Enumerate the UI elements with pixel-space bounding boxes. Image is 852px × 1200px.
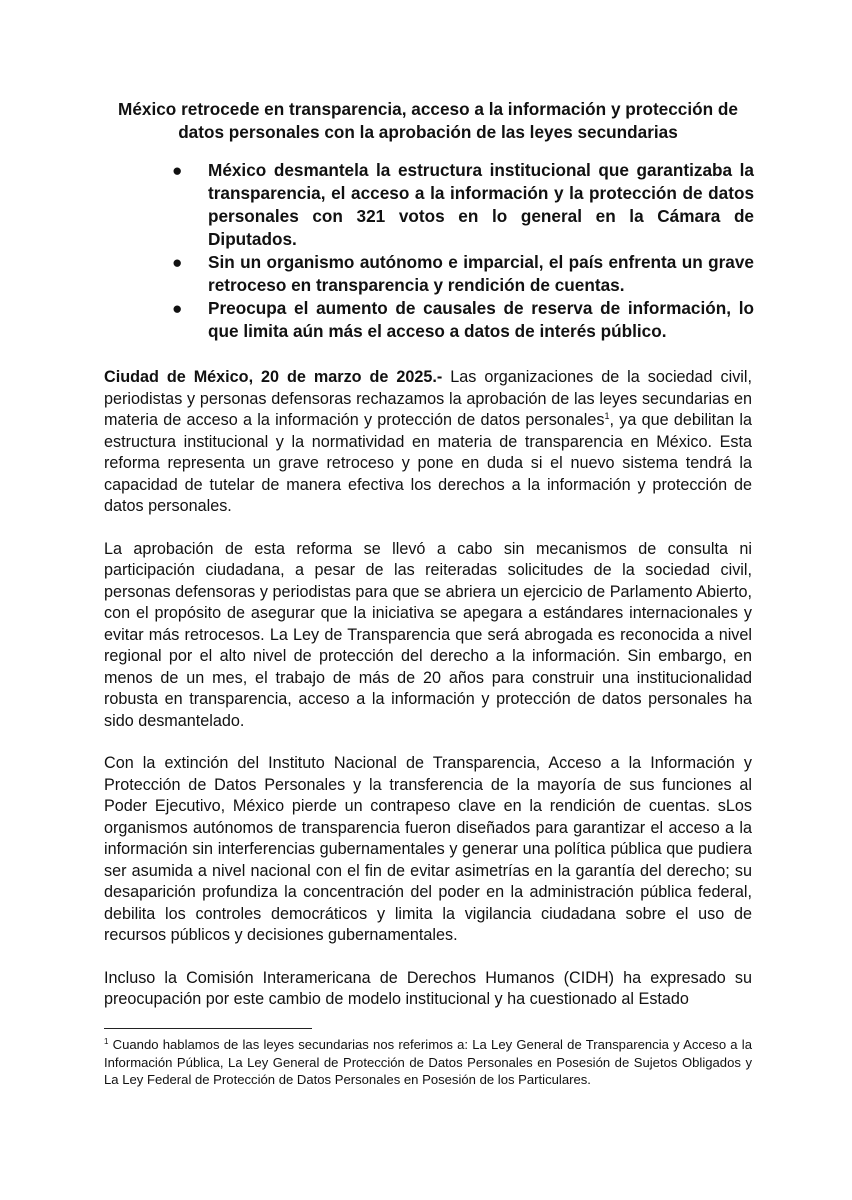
- summary-bullet-2: [172, 251, 754, 297]
- footnote: [104, 1036, 752, 1089]
- footnote-separator: [104, 1028, 312, 1029]
- summary-bullet-text: México desmantela la estructura institucional que garantizaba la transparencia, el acceso a la información y la protección de datos personales con 321 votos en lo general en la Cámara de Diputados.: [208, 160, 754, 249]
- bullet-dot-icon: ●: [172, 298, 183, 318]
- summary-bullet-list: [172, 159, 754, 343]
- bullet-dot-icon: ●: [172, 252, 183, 272]
- bullet-dot-icon: ●: [172, 160, 183, 180]
- paragraph-4: Incluso la Comisión Interamericana de Derechos Humanos (CIDH) ha expresado su preocupación por este cambio de modelo institucional y ha cuestionado al Estado: [104, 968, 752, 1008]
- summary-bullet-3: [172, 297, 754, 343]
- document-body: [104, 367, 752, 1032]
- paragraph-1: [104, 367, 752, 518]
- footnote-marker: 1: [104, 1037, 109, 1046]
- paragraph-1-text-b: , ya que debilitan la estructura institucional y la normatividad en materia de transparencia en México. Esta reforma representa un grave retroceso y pone en duda si el nuevo sistema tendrá la capacidad de tutelar de manera efectiva los derechos a la información y protección de datos personales.: [104, 411, 752, 515]
- paragraph-1-text-a: Las organizaciones de la sociedad civil, periodistas y personas defensoras rechazamos la aprobación de las leyes secundarias en materia de acceso a la información y protección de datos personales: [104, 368, 752, 429]
- paragraph-2: La aprobación de esta reforma se llevó a cabo sin mecanismos de consulta ni participación ciudadana, a pesar de las reiteradas solicitudes de la sociedad civil, personas defensoras y periodistas para que se abriera un ejercicio de Parlamento Abierto, con el propósito de asegurar que la iniciativa se apegara a estándares internacionales y evitar más retrocesos. La Ley de Transparencia que será abrogada es reconocida a nivel regional por el alto nivel de protección del derecho a la información. Sin embargo, en menos de un mes, el trabajo de más de 20 años para construir una institucionalidad robusta en transparencia, acceso a la información y protección de datos personales ha sido desmantelado.: [104, 539, 752, 730]
- summary-bullet-text: Sin un organismo autónomo e imparcial, el país enfrenta un grave retroceso en transparencia y rendición de cuentas.: [208, 252, 754, 295]
- document-title: México retrocede en transparencia, acceso a la información y protección de datos personales con la aprobación de las leyes secundarias: [118, 99, 738, 142]
- footnote-reference: 1: [604, 411, 610, 421]
- summary-bullet-text: Preocupa el aumento de causales de reserva de información, lo que limita aún más el acceso a datos de interés público.: [208, 298, 754, 341]
- paragraph-3: Con la extinción del Instituto Nacional de Transparencia, Acceso a la Información y Protección de Datos Personales y la transferencia de la mayoría de sus funciones al Poder Ejecutivo, México pierde un contrapeso clave en la rendición de cuentas. sLos organismos autónomos de transparencia fueron diseñados para garantizar el acceso a la información sin interferencias gubernamentales y generar una política pública que pudiera ser asumida a nivel nacional con el fin de evitar asimetrías en la garantía del derecho; su desaparición profundiza la concentración del poder en la administración pública federal, debilita los controles democráticos y limita la vigilancia ciudadana sobre el uso de recursos públicos y decisiones gubernamentales.: [104, 754, 752, 944]
- summary-bullet-1: [172, 159, 754, 251]
- dateline: Ciudad de México, 20 de marzo de 2025.-: [104, 368, 443, 386]
- footnote-text: Cuando hablamos de las leyes secundarias nos referimos a: La Ley General de Transparencia y Acceso a la Información Pública, La Ley General de Protección de Datos Personales en Posesión de Sujetos Obligados y La Ley Federal de Protección de Datos Personales en Posesión de los Particulares.: [104, 1037, 752, 1087]
